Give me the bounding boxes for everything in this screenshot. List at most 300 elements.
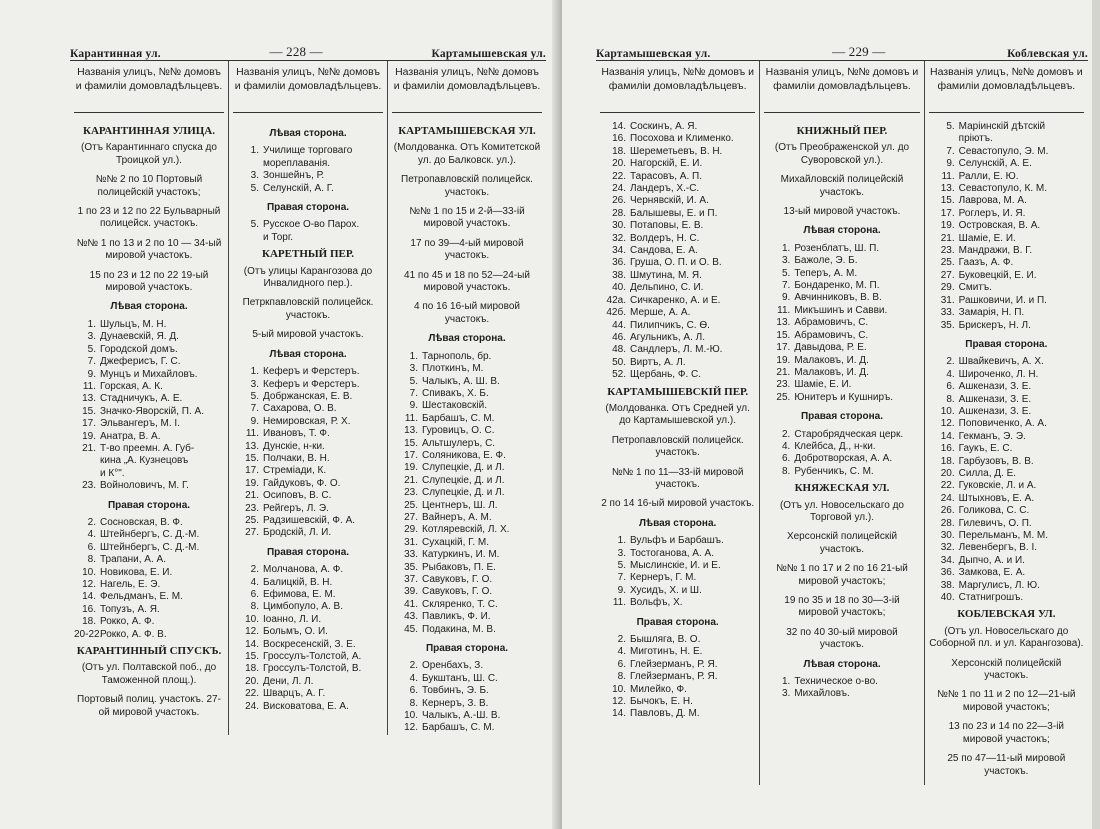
house-number: 11. bbox=[404, 412, 418, 424]
house-number: 32. bbox=[612, 232, 626, 244]
owner-name: Миготинъ, Н. Е. bbox=[630, 646, 703, 658]
owner-name: Агульникъ, А. Л. bbox=[630, 331, 705, 343]
entry-row bbox=[233, 626, 383, 638]
entry-row bbox=[764, 292, 919, 304]
house-number: 8. bbox=[781, 465, 791, 477]
owner-name: Бондаренко, М. П. bbox=[794, 280, 880, 292]
owner-name: Мандражи, В. Г. bbox=[958, 245, 1033, 257]
house-number: 5. bbox=[250, 390, 259, 402]
house-number: 21. bbox=[82, 442, 96, 454]
entry-row bbox=[764, 305, 919, 317]
house-number: 2. bbox=[781, 428, 791, 440]
entry-row bbox=[392, 413, 542, 425]
entry-row bbox=[929, 183, 1084, 195]
owner-name: Гроссулъ-Толстой, В. bbox=[263, 663, 362, 675]
owner-name: Чалыкъ, А.-Ш. В. bbox=[422, 710, 501, 722]
entry-row bbox=[74, 443, 224, 455]
owner-name: Стадничукъ, А. Е. bbox=[100, 393, 183, 405]
owner-name: Перельманъ, М. М. bbox=[958, 530, 1049, 541]
house-number: 19. bbox=[940, 220, 955, 232]
entry-row bbox=[929, 555, 1084, 567]
house-number: 25. bbox=[404, 499, 418, 511]
house-number: 20-22. bbox=[74, 628, 103, 640]
house-number: 1. bbox=[617, 535, 626, 547]
owner-name: Штыхновъ, Е. А. bbox=[958, 492, 1035, 504]
owner-name: Штейнбергъ, С. Д.-М. bbox=[100, 541, 200, 553]
house-number: 8. bbox=[617, 671, 626, 683]
owner-name: Пилипчикъ, С. Ѳ. bbox=[630, 319, 710, 331]
side-heading: Лѣвая сторона. bbox=[269, 348, 347, 360]
owner-name: Статнигрошъ. bbox=[958, 592, 1024, 604]
owner-name: и К°". bbox=[100, 467, 125, 479]
owner-name: Абрамовичъ, С. bbox=[794, 317, 869, 329]
owner-name: Поповиченко, А. А. bbox=[958, 418, 1047, 430]
owner-name: Гекманъ, Э. Э. bbox=[958, 430, 1026, 442]
entry-row bbox=[929, 394, 1084, 406]
owner-name: Городской домъ. bbox=[100, 343, 178, 355]
owner-name: Котляревскій, Л. Х. bbox=[422, 524, 510, 536]
owner-name: Нагель, Е. Э. bbox=[100, 579, 161, 590]
column-header: Названія улицъ, №№ домовъ и фамиліи домовладѣльцевъ. bbox=[392, 61, 542, 113]
house-number: 2. bbox=[617, 634, 626, 646]
entry-row bbox=[233, 639, 383, 651]
house-number: 28. bbox=[940, 517, 955, 529]
street-info: (Отъ ул. Полтавской поб., до Таможенной площ.). bbox=[81, 662, 217, 686]
house-number: 17. bbox=[82, 418, 96, 430]
owner-name: Войноловичъ, М. Г. bbox=[100, 480, 189, 492]
entry-row bbox=[600, 320, 755, 332]
house-number: 27. bbox=[404, 511, 418, 523]
street-info: 1 по 23 и 12 по 22 Бульварный полицейск. участокъ. bbox=[77, 206, 221, 230]
entry-row bbox=[600, 183, 755, 195]
owner-name: Голикова, С. С. bbox=[958, 505, 1030, 517]
column-1 bbox=[596, 61, 760, 785]
entry-row bbox=[392, 685, 542, 697]
house-number: 15. bbox=[776, 329, 791, 341]
entry-row bbox=[233, 527, 383, 539]
house-number: 28. bbox=[612, 207, 626, 219]
house-number: 16. bbox=[612, 133, 626, 145]
street-info: Михайловскій полицейскій участокъ. bbox=[780, 174, 904, 198]
owner-name: Новикова, Е. И. bbox=[100, 566, 173, 578]
owner-name: Сандлеръ, Л. М.-Ю. bbox=[630, 344, 723, 356]
owner-name: Цимбопуло, А. В. bbox=[263, 601, 343, 613]
house-number: 1. bbox=[87, 318, 96, 330]
owner-name: Замарія, Н. П. bbox=[958, 307, 1025, 319]
entry-row bbox=[392, 660, 542, 672]
street-info: (Молдованка. Отъ Средней ул. до Картамышевской ул.). bbox=[605, 402, 750, 427]
house-number: 4. bbox=[87, 529, 96, 541]
owner-name: Сичкаренко, А. и Е. bbox=[630, 294, 721, 306]
owner-name: Груша, О. П. и О. В. bbox=[630, 257, 722, 269]
house-number: 36. bbox=[940, 567, 955, 579]
entry-row bbox=[74, 554, 224, 566]
street-heading: КАРАНТИННАЯ УЛИЦА. bbox=[83, 125, 215, 137]
owner-name: Плоткинъ, М. bbox=[422, 363, 484, 375]
owner-name: Глейзерманъ, Р. Я. bbox=[630, 658, 718, 670]
entry-row bbox=[600, 535, 755, 547]
entry-row bbox=[74, 393, 224, 405]
house-number: 5. bbox=[250, 182, 259, 194]
side-heading: Правая сторона. bbox=[636, 616, 719, 628]
entry-row bbox=[929, 146, 1084, 158]
house-number: 40. bbox=[940, 592, 955, 604]
house-number: 5. bbox=[946, 121, 955, 132]
owner-name: Селунскій, А. Е. bbox=[958, 158, 1032, 170]
house-number: 13. bbox=[82, 393, 96, 405]
entry-row bbox=[74, 331, 224, 343]
column-body bbox=[392, 113, 542, 735]
entry-row bbox=[600, 597, 755, 609]
house-number: 46. bbox=[612, 331, 626, 343]
entry-row bbox=[233, 663, 383, 675]
house-number: 22. bbox=[612, 170, 626, 182]
house-number: 41. bbox=[404, 598, 418, 610]
street-info: 41 по 45 и 18 по 52—24-ый мировой участокъ. bbox=[404, 269, 530, 294]
house-number: 1. bbox=[409, 350, 418, 362]
entry-row bbox=[392, 376, 542, 388]
house-number: 2. bbox=[250, 564, 259, 576]
street-info: (Отъ ул. Новосельскаго до Торговой ул.). bbox=[779, 499, 904, 523]
entry-row bbox=[392, 586, 542, 598]
house-number: 17. bbox=[940, 207, 955, 219]
owner-name: Стреміади, К. bbox=[263, 465, 327, 477]
house-number: 4. bbox=[617, 646, 626, 658]
owner-name: Ивановъ, Т. Ф. bbox=[263, 428, 330, 440]
owner-name: Широченко, Л. Н. bbox=[958, 368, 1039, 380]
owner-name: Букштанъ, Ш. С. bbox=[422, 672, 498, 684]
entry-row bbox=[929, 158, 1084, 170]
owner-name: Осиповъ, В. С. bbox=[263, 490, 332, 502]
owner-name: Тостоганова, А. А. bbox=[630, 547, 714, 559]
entry-row bbox=[233, 651, 383, 663]
entry-row bbox=[929, 320, 1084, 332]
house-number: 15. bbox=[82, 405, 96, 417]
owner-name: Шамiе, Е. И. bbox=[958, 232, 1016, 244]
entry-row bbox=[929, 133, 1084, 145]
house-number: 20. bbox=[245, 675, 259, 687]
street-info: Петропавловскій полицейск. участокъ. bbox=[401, 174, 533, 198]
house-number: 4. bbox=[409, 672, 418, 684]
house-number: 21. bbox=[940, 232, 955, 244]
owner-name: Трапани, А. А. bbox=[100, 554, 166, 566]
entry-row bbox=[74, 567, 224, 579]
owner-name: Ефимова, Е. М. bbox=[263, 589, 336, 600]
entry-row bbox=[233, 391, 383, 403]
column-table bbox=[596, 61, 1088, 785]
owner-name: Шестаковскій. bbox=[422, 400, 487, 412]
entry-row bbox=[74, 579, 224, 591]
owner-name: Горская, А. К. bbox=[100, 380, 163, 392]
owner-name: Джеферисъ, Г. С. bbox=[100, 356, 181, 368]
side-heading: Лѣвая сторона. bbox=[803, 658, 881, 670]
house-number: 18. bbox=[612, 145, 626, 157]
entry-row bbox=[392, 524, 542, 536]
house-number: 19. bbox=[82, 430, 96, 442]
entry-row bbox=[600, 158, 755, 170]
house-number: 25. bbox=[940, 257, 955, 269]
entry-row bbox=[233, 614, 383, 626]
house-number: 31. bbox=[404, 536, 418, 548]
house-number: 24. bbox=[940, 492, 955, 504]
house-number: 3. bbox=[250, 378, 259, 390]
page-229 bbox=[562, 0, 1100, 829]
entry-row bbox=[764, 317, 919, 329]
owner-name: мореплаванія. bbox=[263, 157, 331, 169]
side-heading: Лѣвая сторона. bbox=[803, 225, 881, 237]
house-number: 5. bbox=[409, 375, 418, 387]
running-header-left: Картамышевская ул. bbox=[596, 48, 711, 60]
entry-row bbox=[929, 245, 1084, 257]
street-info: 5-ый мировой участокъ. bbox=[252, 329, 364, 341]
owner-name: Щербань, Ф. С. bbox=[630, 369, 702, 381]
house-number: 24. bbox=[245, 700, 259, 712]
entry-row bbox=[392, 475, 542, 487]
entry-row bbox=[929, 493, 1084, 505]
entry-row bbox=[764, 466, 919, 478]
entry-row bbox=[233, 676, 383, 688]
owner-name: Ашкенази, З. Е. bbox=[958, 393, 1032, 405]
house-number: 22. bbox=[940, 480, 955, 492]
entry-row bbox=[74, 629, 224, 641]
entry-row bbox=[600, 659, 755, 671]
owner-name: Замкова, Е. А. bbox=[958, 567, 1026, 579]
owner-name: Силла, Д. Е. bbox=[958, 467, 1017, 479]
house-number: 1. bbox=[781, 676, 791, 688]
house-number: 17. bbox=[245, 465, 259, 477]
entry-row bbox=[392, 611, 542, 623]
owner-name: Іоанно, Л. И. bbox=[263, 613, 322, 625]
street-heading: КОБЛЕВСКАЯ УЛ. bbox=[957, 608, 1056, 621]
house-number: 15. bbox=[245, 452, 259, 464]
owner-name: Ландеръ, Х.-С. bbox=[630, 183, 700, 195]
owner-name: Слупецкіе, Д. и Л. bbox=[422, 462, 505, 474]
owner-name: Кеферъ и Ферстеръ. bbox=[263, 366, 360, 378]
house-number: 40. bbox=[612, 282, 626, 294]
house-number: 23. bbox=[82, 480, 96, 492]
house-number: 18. bbox=[245, 663, 259, 675]
house-number: 6. bbox=[409, 685, 418, 697]
house-number: 10. bbox=[612, 683, 626, 695]
owner-name: Значко-Яворскій, П. А. bbox=[100, 405, 204, 417]
running-header bbox=[596, 34, 1088, 61]
entry-row bbox=[233, 232, 383, 244]
owner-name: Немировская, Р. Х. bbox=[263, 415, 351, 427]
owner-name: Училище торговаго bbox=[263, 145, 353, 157]
entry-row bbox=[392, 537, 542, 549]
street-info: (Отъ улицы Карангозова до Инвалидного пер.). bbox=[243, 265, 373, 290]
owner-name: Потаповы, Е. В. bbox=[630, 220, 704, 232]
owner-name: Кернеръ, Г. М. bbox=[630, 572, 697, 584]
owner-name: Савуковъ, Г. О. bbox=[422, 574, 493, 585]
entry-row bbox=[74, 529, 224, 541]
house-number: 16. bbox=[940, 443, 955, 455]
owner-name: Теперъ, А. М. bbox=[794, 267, 858, 279]
owner-name: Смитъ. bbox=[958, 282, 992, 294]
owner-name: Балицкій, В. Н. bbox=[263, 576, 333, 588]
owner-name: Сандова, Е. А. bbox=[630, 245, 698, 257]
entry-row bbox=[929, 270, 1084, 282]
house-number: 30. bbox=[940, 530, 955, 541]
entry-row bbox=[392, 574, 542, 586]
owner-name: Подакина, М. В. bbox=[422, 623, 496, 635]
owner-name: Дунаевскій, Я. Д. bbox=[100, 331, 179, 343]
entry-row bbox=[600, 195, 755, 207]
owner-name: Посохова и Клименко. bbox=[630, 133, 734, 145]
column-3 bbox=[925, 61, 1088, 785]
entry-row bbox=[600, 220, 755, 232]
owner-name: Барбашъ, С. М. bbox=[422, 412, 495, 424]
owner-name: Дельпино, С. И. bbox=[630, 282, 704, 294]
house-number: 45. bbox=[404, 623, 418, 635]
owner-name: Бычокъ, Е. Н. bbox=[630, 696, 693, 708]
owner-name: Ашкенази, З. Е. bbox=[958, 381, 1032, 393]
owner-name: Хусидъ, Х. и Ш. bbox=[630, 584, 702, 596]
house-number: 5. bbox=[781, 267, 791, 279]
entry-row bbox=[600, 146, 755, 158]
house-number: 14. bbox=[940, 430, 955, 442]
entry-row bbox=[764, 676, 919, 688]
entry-row bbox=[600, 233, 755, 245]
entry-row bbox=[74, 319, 224, 331]
column-2 bbox=[229, 61, 388, 735]
house-number: 7. bbox=[250, 403, 259, 415]
owner-name: Шмутина, М. Я. bbox=[630, 269, 702, 281]
owner-name: Чалыкъ, А. Ш. В. bbox=[422, 375, 500, 387]
owner-name: Павликъ, Ф. И. bbox=[422, 611, 491, 623]
column-header: Названія улицъ, №№ домовъ и фамиліи домовладѣльцевъ. bbox=[74, 61, 224, 113]
house-number: 9. bbox=[617, 584, 626, 596]
entry-row bbox=[929, 580, 1084, 592]
owner-name: Гуровицъ, О. С. bbox=[422, 425, 495, 437]
street-info: Портовый полиц. участокъ. 27-ой мировой участокъ. bbox=[77, 694, 221, 718]
entry-row bbox=[74, 542, 224, 554]
house-number: 24. bbox=[612, 183, 626, 195]
side-heading: Правая сторона. bbox=[965, 338, 1048, 350]
owner-name: Тарнополь, бр. bbox=[422, 350, 492, 362]
house-number: 43. bbox=[404, 611, 418, 623]
house-number: 29. bbox=[940, 282, 955, 294]
entry-row bbox=[74, 480, 224, 492]
house-number: 22. bbox=[245, 688, 259, 700]
owner-name: Юнитеръ и Кушниръ. bbox=[794, 391, 894, 403]
owner-name: Глейзерманъ, Р. Я. bbox=[630, 671, 718, 683]
owner-name: Авчинниковъ, В. В. bbox=[794, 292, 882, 304]
owner-name: Савуковъ, Г. О. bbox=[422, 586, 493, 598]
entry-row bbox=[764, 255, 919, 267]
house-number: 5. bbox=[87, 343, 96, 355]
owner-name: Гаукъ, Е. С. bbox=[958, 443, 1013, 455]
house-number: 7. bbox=[617, 572, 626, 584]
owner-name: Роглеръ, И. Я. bbox=[958, 207, 1026, 219]
house-number: 10. bbox=[940, 405, 955, 417]
owner-name: Вульфъ и Барбашъ. bbox=[630, 535, 724, 547]
entry-row bbox=[74, 406, 224, 418]
house-number: 13. bbox=[404, 425, 418, 437]
owner-name: Шульцъ, М. Н. bbox=[100, 318, 167, 330]
entry-row bbox=[600, 171, 755, 183]
house-number: 4. bbox=[250, 576, 259, 588]
entry-row bbox=[764, 367, 919, 379]
entry-row bbox=[600, 121, 755, 133]
entry-row bbox=[929, 406, 1084, 418]
entry-row bbox=[74, 418, 224, 430]
house-number: 3. bbox=[409, 363, 418, 375]
house-number: 33. bbox=[940, 307, 955, 319]
owner-name: Розенблатъ, Ш. П. bbox=[794, 242, 880, 254]
house-number: 1. bbox=[250, 366, 259, 378]
entry-row bbox=[764, 280, 919, 292]
house-number: 29. bbox=[404, 524, 418, 536]
street-heading: КНИЖНЫЙ ПЕР. bbox=[796, 125, 888, 137]
house-number: 7. bbox=[409, 387, 418, 399]
house-number: 4. bbox=[781, 440, 791, 452]
owner-name: Селунскій, А. Г. bbox=[263, 182, 334, 194]
owner-name: Радзишевскій, Ф. А. bbox=[263, 514, 356, 526]
house-number: 19. bbox=[245, 477, 259, 489]
owner-name: Старобрядческая церк. bbox=[794, 428, 904, 440]
entry-row bbox=[74, 356, 224, 368]
entry-row bbox=[929, 356, 1084, 368]
owner-name: Маргулисъ, Л. Ю. bbox=[958, 579, 1040, 591]
entry-row bbox=[392, 512, 542, 524]
house-number: 12. bbox=[404, 722, 418, 734]
entry-row bbox=[600, 357, 755, 369]
entry-row bbox=[929, 530, 1084, 542]
owner-name: Мунцъ и Михайловъ. bbox=[100, 368, 198, 380]
owner-name: Рокко, А. Ф. В. bbox=[100, 628, 167, 640]
entry-row bbox=[233, 453, 383, 465]
house-number: 44. bbox=[612, 319, 626, 331]
entry-row bbox=[392, 450, 542, 462]
house-number: 30. bbox=[612, 220, 626, 232]
street-info: 17 по 39—4-ый мировой участокъ. bbox=[410, 237, 524, 262]
entry-row bbox=[74, 431, 224, 443]
column-body bbox=[764, 113, 919, 701]
entry-row bbox=[929, 456, 1084, 468]
house-number: 38. bbox=[940, 579, 955, 591]
column-3 bbox=[388, 61, 546, 735]
entry-row bbox=[929, 195, 1084, 207]
owner-name: Чернявскій, И. А. bbox=[630, 195, 709, 207]
entry-row bbox=[600, 208, 755, 220]
owner-name: Гроссулъ-Толстой, А. bbox=[263, 651, 362, 663]
page-number: — 229 — bbox=[832, 44, 886, 59]
house-number: 1. bbox=[781, 242, 791, 254]
owner-name: Кеферъ и Ферстеръ. bbox=[263, 378, 360, 390]
house-number: 7. bbox=[946, 145, 955, 157]
house-number: 31. bbox=[940, 294, 955, 306]
owner-name: Сахарова, О. В. bbox=[263, 403, 337, 415]
entry-row bbox=[600, 696, 755, 708]
entry-row bbox=[74, 604, 224, 616]
entry-row bbox=[74, 369, 224, 381]
entry-row bbox=[74, 381, 224, 393]
entry-row bbox=[74, 455, 224, 467]
owner-name: Ашкенази, З. Е. bbox=[958, 405, 1032, 417]
house-number: 36. bbox=[612, 257, 626, 269]
house-number: 9. bbox=[250, 415, 259, 427]
owner-name: Микъшинъ и Савви. bbox=[794, 304, 888, 316]
owner-name: Малаковъ, И. Д. bbox=[794, 366, 869, 378]
entry-row bbox=[392, 363, 542, 375]
entry-row bbox=[233, 589, 383, 601]
owner-name: Павловъ, Д. М. bbox=[630, 708, 700, 720]
owner-name: Абрамовичъ, С. bbox=[794, 329, 869, 341]
entry-row bbox=[929, 307, 1084, 319]
owner-name: Ралли, Е. Ю. bbox=[958, 170, 1019, 182]
street-info: 13-ый мировой участокъ. bbox=[783, 206, 901, 218]
